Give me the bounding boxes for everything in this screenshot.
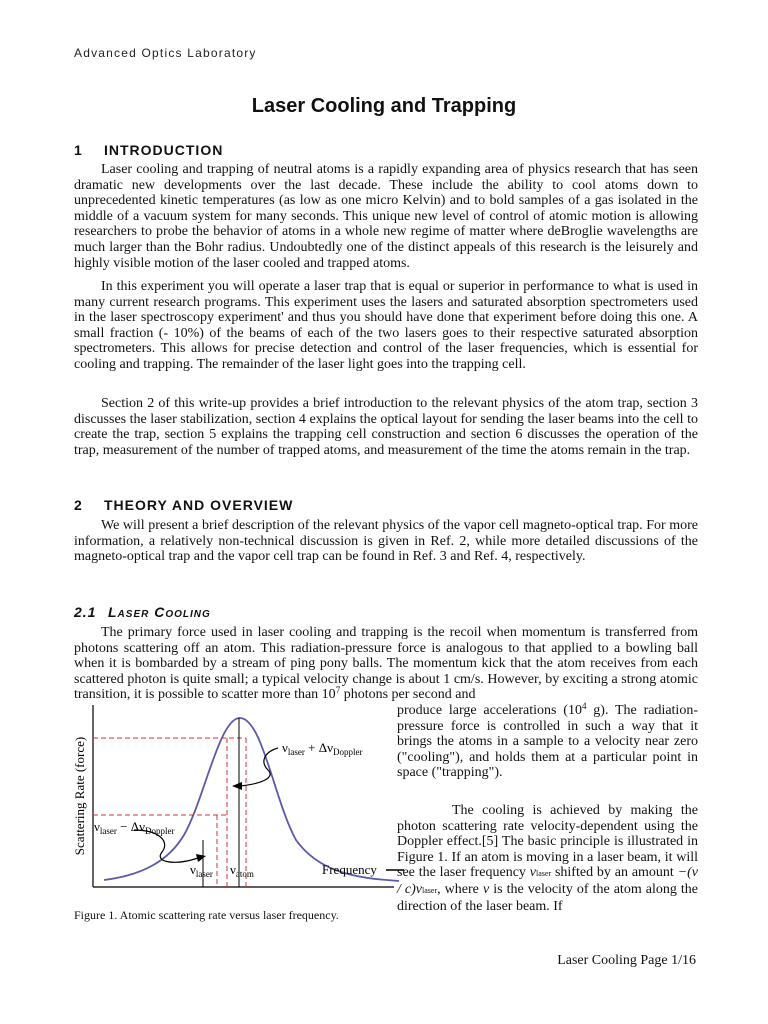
symbol-nu: ν [230, 862, 236, 877]
tick-label-atom [230, 862, 254, 879]
text-run: is the velocity of the atom along the direction of the laser beam. If [397, 881, 699, 914]
section-title: INTRODUCTION [104, 142, 224, 158]
intro-paragraph-1: Laser cooling and trapping of neutral atoms is a rapidly expanding area of physics research that has seen dramatic new developments over the last decade. These include the ability to cool atoms down to unprecedented kinetic temperatures (as low as one micro Kelvin) and to bold samples of a gas isolated in the middle of a vacuum system for many seconds. This unique new level of control of atomic motion is allowing researchers to probe the behavior of atoms in a whole new regime of matter where deBroglie wavelengths are much larger than the Bohr radius. Undoubtedly one of the distinct appeals of this research is the leisurely and highly visible motion of the laser cooled and trapped atoms. [74, 162, 698, 271]
symbol-nu: ν [190, 862, 196, 877]
scattering-rate-curve [104, 718, 399, 881]
tick-label-laser [190, 862, 213, 879]
subscript: atom [235, 869, 254, 879]
operator: − Δν [116, 819, 145, 834]
text-run: produce large accelerations (10 [397, 703, 582, 718]
symbol-nu: ν [94, 819, 100, 834]
text-run: The cooling is achieved by making the photon scattering rate velocity-dependent using the Doppler effect.[5] The basic principle is illustrated in Figure 1. If an atom is moving in a laser beam, it will see the laser frequency [397, 803, 698, 881]
label-laser-minus-doppler [94, 819, 174, 836]
symbol-subscript: laser [536, 869, 552, 879]
subsection-title: Laser Cooling [108, 604, 211, 620]
subscript: laser [287, 747, 305, 757]
section-heading-theory [74, 497, 293, 513]
section-title: THEORY AND OVERVIEW [104, 497, 294, 513]
intro-paragraph-2: In this experiment you will operate a laser trap that is equal or superior in performance to what is used in many current research programs. This experiment uses the lasers and saturated absorption spectrometers used in the laser spectroscopy experiment' and thus you should have done that experiment before doing this one. A small fraction (- 10%) of the beams of each of the two lasers goes to their respective saturated absorption spectrometers. This allows for precise detection and control of the laser frequencies, which is essential for cooling and trapping. The remainder of the laser light goes into the trapping cell. [74, 279, 698, 372]
label-laser-plus-doppler [282, 740, 362, 757]
symbol-doppler-shift: −(v / c)ν [397, 865, 699, 897]
subscript: Doppler [144, 826, 175, 836]
figure-caption: Figure 1. Atomic scattering rate versus laser frequency. [74, 908, 339, 922]
intro-paragraph-3: Section 2 of this write-up provides a brief introduction to the relevant physics of the atom trap, section 3 discusses the laser stabilization, section 4 explains the optical layout for sending the laser beams into the cell to create the trap, section 5 explains the trapping cell construction and section 6 discusses the operation of the trap, measurement of the number of trapped atoms, and measurement of the time the atoms remain in the trap. [74, 396, 698, 458]
subsection-number: 2.1 [74, 604, 97, 620]
running-header: Advanced Optics Laboratory [74, 46, 257, 60]
page-footer: Laser Cooling Page 1/16 [557, 953, 696, 968]
subsection-heading-laser-cooling [74, 604, 211, 620]
cooling-paragraph-1-continued [397, 703, 698, 781]
text-run: , where [437, 881, 483, 897]
figure-1-diagram [64, 700, 404, 900]
symbol-nu: ν [282, 740, 288, 755]
text-run: g). The radiation-pressure force is controlled in such a way that it brings the atoms in a sample to a velocity near zero ("cooling"), and holds them at a particular point in space ("trapping"). [397, 703, 698, 781]
symbol-velocity: v [482, 881, 490, 897]
pointer-arrow-plus [232, 782, 242, 790]
text-run: shifted by an amount [551, 865, 678, 881]
subscript: Doppler [332, 747, 363, 757]
text-run: The primary force used in laser cooling and trapping is the recoil when momentum is transferred from photons scattering off an atom. This radiation-pressure force is analogous to that applied to a bowling ball when it is bombarded by a stream of ping pony balls. The momentum kick that the atom receives from each scattered photon is quite small; a typical velocity change is about 1 cm/s. However, by exciting a strong atomic transition, it is possible to scatter more than 10 [74, 625, 698, 703]
cooling-paragraph-2 [397, 803, 698, 914]
cooling-paragraph-1 [74, 625, 698, 703]
operator: + Δν [304, 740, 333, 755]
y-axis-label: Scattering Rate (force) [72, 736, 87, 856]
pointer-arrow-minus [196, 854, 206, 862]
document-title: Laser Cooling and Trapping [251, 95, 517, 117]
section-heading-introduction [74, 142, 223, 158]
exponent: 7 [335, 685, 341, 696]
section-number: 2 [74, 497, 83, 513]
subscript: laser [195, 869, 213, 879]
symbol-nu: ν [529, 865, 536, 881]
subscript: laser [99, 826, 117, 836]
section-number: 1 [74, 142, 83, 158]
symbol-subscript: laser [422, 885, 438, 895]
theory-paragraph-1: We will present a brief description of the relevant physics of the vapor cell magneto-optical trap. For more information, a relatively non-technical discussion is given in Ref. 2, while more detailed discussions of the magneto-optical trap and the vapor cell trap can be found in Ref. 3 and Ref. 4, respectively. [74, 518, 698, 565]
text-run: photons per second and [340, 687, 476, 703]
exponent: 4 [581, 701, 587, 711]
x-axis-label: Frequency [322, 862, 377, 877]
